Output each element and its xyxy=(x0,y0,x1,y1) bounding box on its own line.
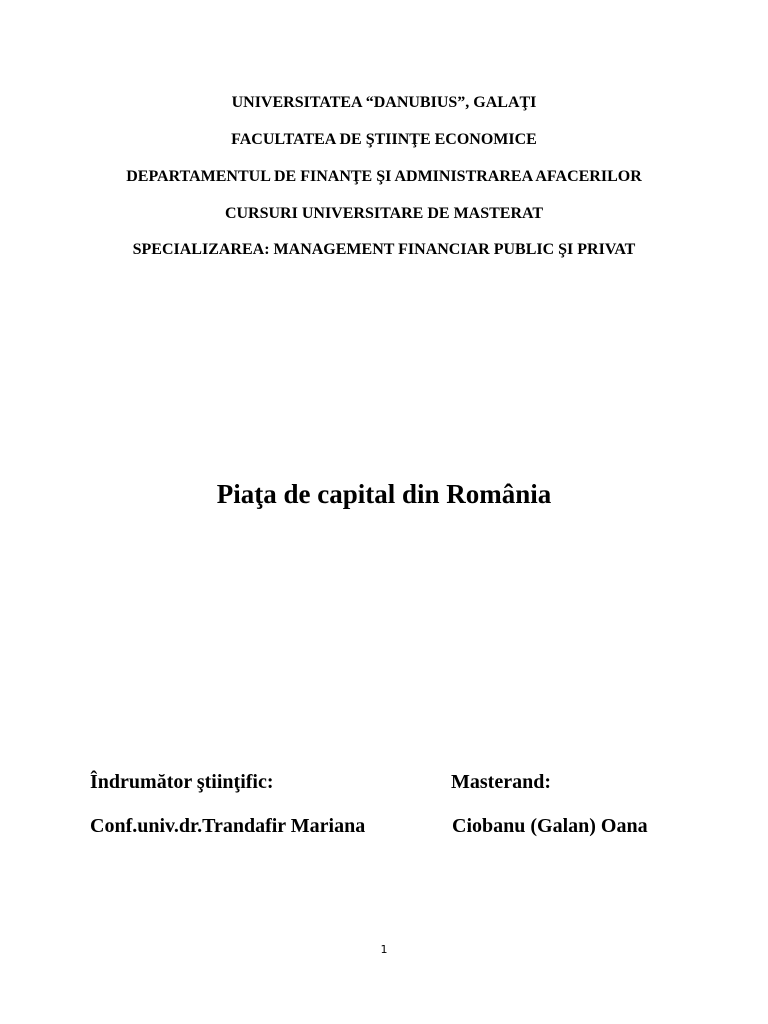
advisor-label: Îndrumător ştiinţific: xyxy=(90,771,274,793)
university-name: UNIVERSITATEA “DANUBIUS”, GALAŢI xyxy=(231,94,537,111)
department-name: DEPARTAMENTUL DE FINANŢE ŞI ADMINISTRAREA AFACERILOR xyxy=(126,168,642,185)
faculty-name: FACULTATEA DE ŞTIINŢE ECONOMICE xyxy=(231,131,537,148)
advisor-name: Conf.univ.dr.Trandafir Mariana xyxy=(90,815,366,837)
page-number: 1 xyxy=(380,943,388,956)
student-label: Masterand: xyxy=(451,771,551,793)
course-type: CURSURI UNIVERSITARE DE MASTERAT xyxy=(224,205,544,222)
thesis-title: Piaţa de capital din România xyxy=(216,479,552,509)
student-name: Ciobanu (Galan) Oana xyxy=(452,815,648,837)
specialization: SPECIALIZAREA: MANAGEMENT FINANCIAR PUBLIC ŞI PRIVAT xyxy=(132,241,636,258)
